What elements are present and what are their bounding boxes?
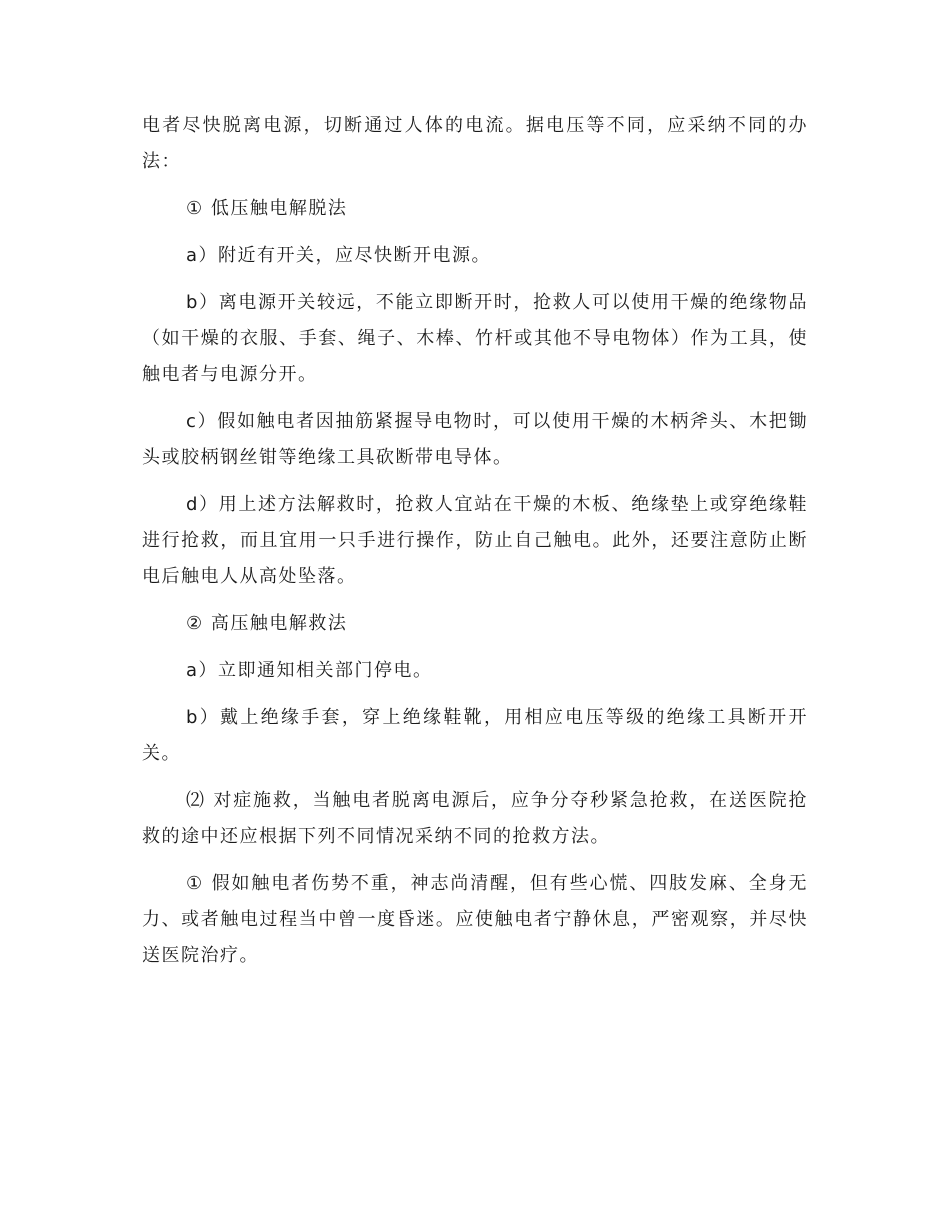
document-body xyxy=(142,108,808,985)
paragraph-symptomatic-rescue: ⑵ 对症施救，当触电者脱离电源后，应争分夺秒紧急抢救，在送医院抢救的途中还应根据下列不同情况采纳不同的抢救方法。 xyxy=(142,790,808,847)
paragraph-continuation: 电者尽快脱离电源，切断通过人体的电流。据电压等不同，应采纳不同的办法： xyxy=(142,115,808,172)
paragraph-item-b-high: b）戴上绝缘手套，穿上绝缘鞋靴，用相应电压等级的绝缘工具断开开关。 xyxy=(142,707,808,764)
paragraph-mild-injury: ① 假如触电者伤势不重，神志尚清醒，但有些心慌、四肢发麻、全身无力、或者触电过程当中曾一度昏迷。应使触电者宁静休息，严密观察，并尽快送医院治疗。 xyxy=(142,873,808,966)
paragraph-item-a: a）附近有开关，应尽快断开电源。 xyxy=(186,245,492,266)
paragraph-item-a-high: a）立即通知相关部门停电。 xyxy=(186,660,433,681)
paragraph-item-b: b）离电源开关较远，不能立即断开时，抢救人可以使用干燥的绝缘物品（如干燥的衣服、手套、绳子、木棒、竹杆或其他不导电物体）作为工具，使触电者与电源分开。 xyxy=(142,292,808,385)
paragraph-item-c: c）假如触电者因抽筋紧握导电物时，可以使用干燥的木柄斧头、木把锄头或胶柄钢丝钳等绝缘工具砍断带电导体。 xyxy=(142,411,808,468)
paragraph-item-d: d）用上述方法解救时，抢救人宜站在干燥的木板、绝缘垫上或穿绝缘鞋进行抢救，而且宜用一只手进行操作，防止自己触电。此外，还要注意防止断电后触电人从高处坠落。 xyxy=(142,494,808,587)
heading-high-voltage-rescue: ② 高压触电解救法 xyxy=(186,613,348,634)
heading-low-voltage-rescue: ① 低压触电解脱法 xyxy=(186,198,348,219)
